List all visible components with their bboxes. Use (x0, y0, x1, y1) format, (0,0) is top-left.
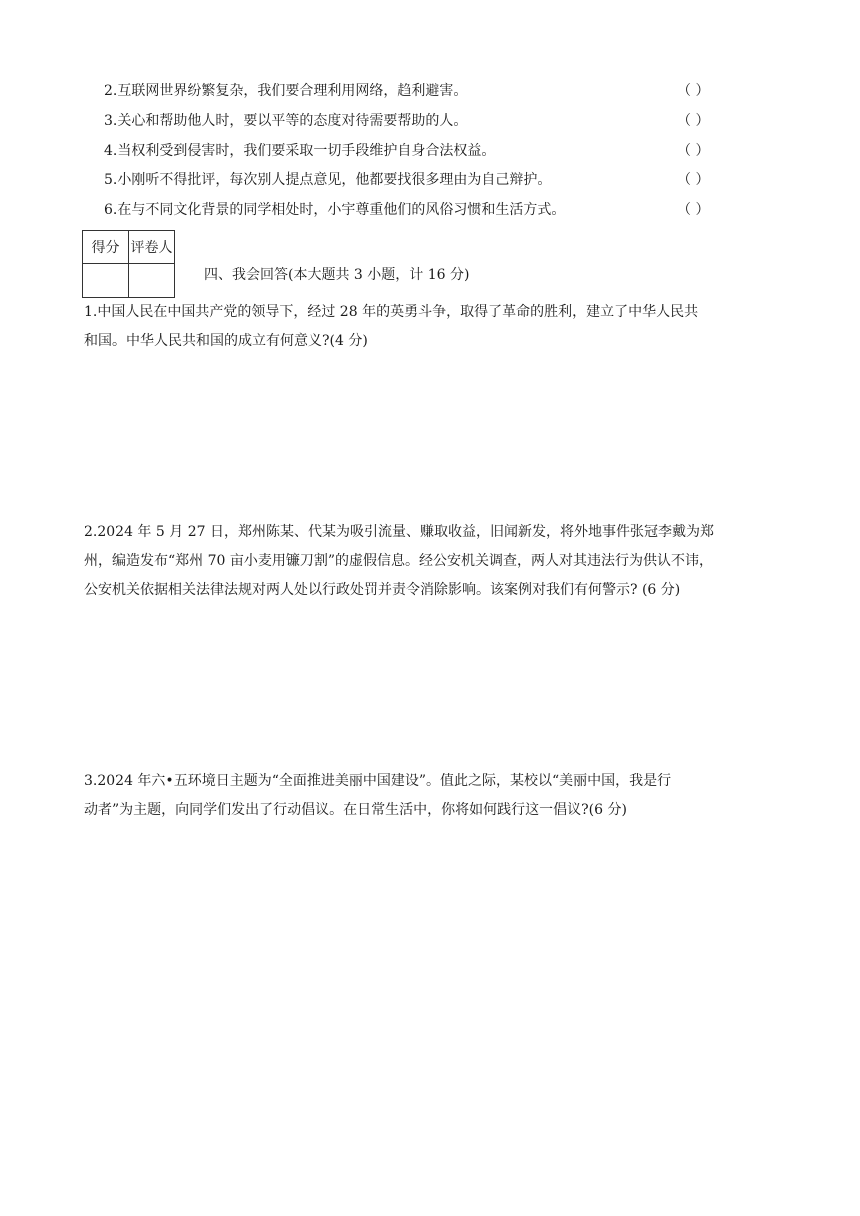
tf-item-text: 6.在与不同文化背景的同学相处时，小宇尊重他们的风俗习惯和生活方式。 (104, 202, 566, 218)
question-line: 动者”为主题，向同学们发出了行动倡议。在日常生活中，你将如何践行这一倡议?(6 分) (84, 802, 627, 818)
tf-item-2 (104, 80, 724, 102)
tf-item-5 (104, 169, 724, 191)
tf-item-3 (104, 110, 724, 132)
answer-blank[interactable]: （ ） (677, 172, 710, 188)
question-line: 3.2024 年六•五环境日主题为“全面推进美丽中国建设”。值此之际，某校以“美丽中国，我是行 (84, 773, 672, 789)
question-3 (84, 767, 780, 825)
question-line: 公安机关依据相关法律法规对两人处以行政处罚并责令消除影响。该案例对我们有何警示? (6 分) (84, 582, 681, 598)
tf-item-text: 5.小刚听不得批评，每次别人提点意见，他都要找很多理由为自己辩护。 (104, 172, 552, 188)
answer-blank[interactable]: （ ） (677, 113, 710, 129)
question-1 (84, 298, 780, 356)
reviewer-label: 评卷人 (129, 231, 175, 264)
answer-blank[interactable]: （ ） (677, 143, 710, 159)
tf-item-text: 2.互联网世界纷繁复杂，我们要合理利用网络，趋利避害。 (104, 83, 468, 99)
question-line: 州，编造发布“郑州 70 亩小麦用镰刀割”的虚假信息。经公安机关调查，两人对其违法行为供认不讳， (84, 553, 714, 569)
tf-item-4 (104, 140, 724, 162)
score-cell[interactable] (83, 264, 129, 298)
answer-area-2[interactable] (84, 610, 780, 740)
tf-item-6 (104, 199, 724, 221)
score-label: 得分 (83, 231, 129, 264)
question-line: 和国。中华人民共和国的成立有何意义?(4 分) (84, 333, 368, 349)
question-line: 1.中国人民在中国共产党的领导下，经过 28 年的英勇斗争，取得了革命的胜利，建立了中华人民共 (84, 304, 699, 320)
answer-blank[interactable]: （ ） (677, 83, 710, 99)
tf-item-text: 4.当权利受到侵害时，我们要采取一切手段维护自身合法权益。 (104, 143, 496, 159)
section-title: 四、我会回答(本大题共 3 小题，计 16 分) (204, 267, 470, 283)
question-line: 2.2024 年 5 月 27 日，郑州陈某、代某为吸引流量、赚取收益，旧闻新发，将外地事件张冠李戴为郑 (84, 524, 714, 540)
answer-area-1[interactable] (84, 360, 780, 490)
answer-blank[interactable]: （ ） (677, 202, 710, 218)
score-table (82, 230, 175, 298)
question-2 (84, 518, 780, 605)
answer-area-3[interactable] (84, 830, 780, 1160)
tf-item-text: 3.关心和帮助他人时，要以平等的态度对待需要帮助的人。 (104, 113, 468, 129)
reviewer-cell[interactable] (129, 264, 175, 298)
